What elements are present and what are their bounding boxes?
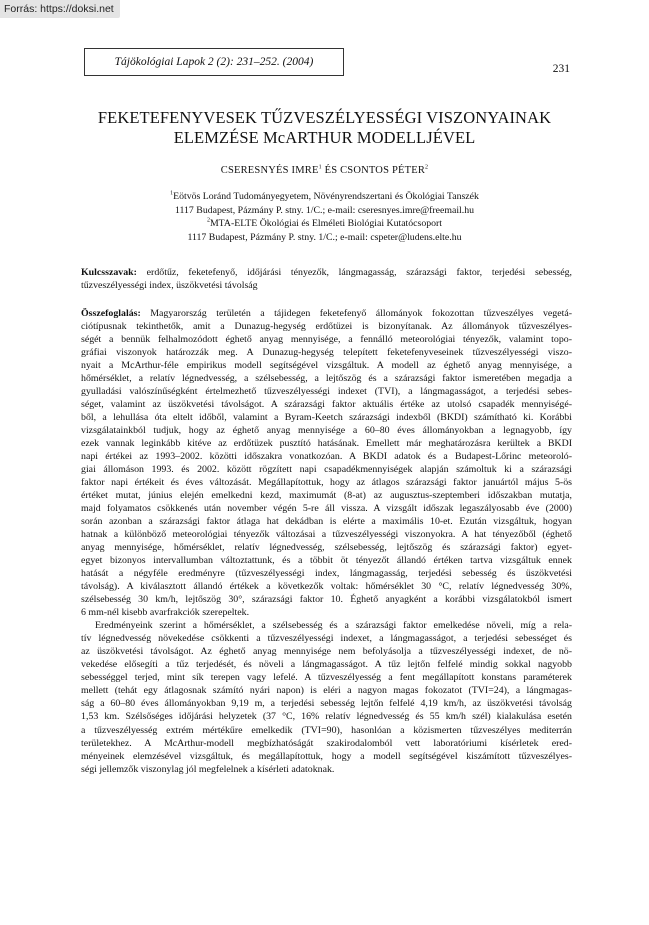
abstract-line-text: értéket mutat, június elején emelkedni kezd, maximumát (8-at) az augusztus-szeptemberi időszakban mutatja, (81, 490, 572, 502)
abstract-line (81, 593, 572, 606)
abstract-line (81, 372, 572, 385)
abstract-label: Összefoglalás: (81, 308, 141, 319)
abstract-line-text: a tűzveszélyesség extrém mértékűre emelkedik (TVI=90), hasonlóan a közismerten tűzveszélyes mediterrán (81, 724, 572, 736)
abstract-line-text: Magyarország területén a tájidegen feketefenyő állományok fokozottan tűzveszélyes vegetá- (140, 308, 572, 319)
abstract-line-text: területekhez. A McArthur-modell megbízhatóságát szakirodalomból vett laboratóriumi kísérletek ered- (81, 737, 572, 749)
abstract-line-text: vekedése elősegíti a tűz terjedését, és növeli a lángmagasságot. A tűz lejtőn felfelé mindig sokkal nagyobb (81, 659, 572, 671)
abstract-line-text: ségét a bennük felhalmozódott éghető anyag mennyisége, a fennálló meteorológiai tényezők, valamint topo- (81, 334, 572, 346)
affiliation-1-institution: Eötvös Loránd Tudományegyetem, Növényrendszertani és Ökológiai Tanszék (173, 191, 479, 202)
abstract-line-text: nyait a McArthur-féle empirikus modell segítségével vizsgáltuk. A modell az éghető anyag mennyisége, a (81, 360, 572, 372)
abstract-line-text: tív légnedvesség növekedése csökkenti a tűzveszélyességi indexet, a lángmagasságot, a terjedési sebességet és (81, 633, 572, 645)
abstract-line (81, 541, 572, 554)
abstract-line (81, 567, 572, 580)
abstract-line (81, 645, 572, 658)
affiliation-2-institution: MTA-ELTE Ökológiai és Elméleti Biológiai Kutatócsoport (209, 218, 443, 229)
abstract-line (81, 476, 572, 489)
paper-title (60, 108, 589, 148)
abstract-line-text: vizsgálatainkból tudjuk, hogy az éghető anyag mennyisége a 60–80 éves állományokban a legnagyobb, így (81, 425, 572, 437)
abstract-line (81, 385, 572, 398)
abstract-line (81, 750, 572, 763)
abstract-line (81, 528, 572, 541)
abstract-line-text: giai állomáson 1993. és 2002. között rögzített napi csapadékmennyiségek alapján számoltuk ki a szárazsági (81, 464, 572, 476)
author-1: CSERESNYÉS IMRE (220, 165, 319, 176)
abstract-line (81, 515, 572, 528)
affiliation-line-4: 1117 Budapest, Pázmány P. stny. 1/C.; e-mail: cspeter@ludens.elte.hu (187, 231, 462, 243)
abstract-line (81, 632, 572, 645)
abstract-line-text: séget, valamint az üszökvetési távolságot. A szárazsági faktor aktuális értéke az utolsó csapadék mennyiségé- (81, 399, 572, 411)
abstract-line (81, 554, 572, 567)
author-connector: ÉS (321, 165, 341, 176)
abstract-line (81, 320, 572, 333)
abstract-line-text: ság a 60–80 éves állományokban 9,19 m, a terjedési sebesség lejtőn felfelé 4,19 km/h, az üszökvetési távolság (81, 698, 572, 710)
abstract-line-text: hatnak a különböző meteorológiai tényezők változásai a tűzveszélyességi viszonyokra. A hat tényezőből (éghető (81, 529, 572, 541)
abstract-line-text: ciótípusnak tekinthetők, amit a Dunazug-hegység erdőtüzei is bizonyítanak. Az állományok tűzveszélyes- (81, 321, 572, 333)
affiliation-line-3 (60, 217, 589, 231)
abstract-line (81, 411, 572, 424)
abstract-line (81, 619, 572, 632)
abstract-line (81, 359, 572, 372)
affiliation-line-1 (60, 190, 589, 204)
abstract-line-text: faktor napi értékeit és éves változását. Megállapítottuk, hogy az átlagos szárazsági faktor januártól május 5-ös (81, 477, 572, 489)
abstract-line (81, 346, 572, 359)
author-2-affiliation-mark: 2 (425, 164, 429, 171)
author-2: CSONTOS PÉTER (340, 165, 426, 176)
abstract-line (81, 502, 572, 515)
abstract-line-text: szélsebesség 30 km/h, lejtőszög 30°, szárazsági faktor 10. Éghető anyagként a korábbi vizsgálatokból ismert (81, 594, 572, 606)
abstract-line-text: mellett (tehát egy átlagosnak számító nyári napon) is eléri a nagyon magas fokozatot (TVI=24), a lángmagas- (81, 685, 572, 697)
abstract-line (81, 606, 572, 619)
abstract-line (81, 398, 572, 411)
keywords-text: erdőtűz, feketefenyő, időjárási tényezők, lángmagasság, szárazsági faktor, terjedési sebesség, tűzveszélyességi index, üszökvetési távolság (81, 267, 572, 291)
abstract-line-text: gráfiai viszonyok határozzák meg. A Dunazug-hegység telepített feketefenyveseinek tűzveszélyességi viszo- (81, 347, 572, 359)
affiliation-line-2: 1117 Budapest, Pázmány P. stny. 1/C.; e-mail: cseresnyes.imre@freemail.hu (174, 204, 475, 216)
abstract-line-text: majd folyamatos csökkenés után november végén 5-re áll vissza. A vizsgált időszak legaszályosabb éve (2000) (81, 503, 572, 515)
author-list (60, 165, 589, 176)
abstract-line (81, 710, 572, 723)
abstract-line-text: ből, a lehullása óta eltelt időből, valamint a Byram-Keetch szárazsági indexből (BKDI) számítható ki. Korábbi (81, 412, 572, 424)
author-1-affiliation-mark: 1 (318, 164, 322, 171)
page-number: 231 (552, 63, 570, 75)
abstract-line (81, 658, 572, 671)
abstract-line-text: az üszökvetési távolságot. Az éghető anyag mennyisége nem befolyásolja a tűzveszélyességi indexet, de nö- (81, 646, 572, 658)
abstract-line (81, 333, 572, 346)
abstract-line-text: 6 mm-nél kisebb avarfrakciók szerepeltek. (81, 607, 250, 619)
abstract-line (81, 580, 572, 593)
affiliation-2-mark: 2 (206, 217, 210, 224)
title-line-2: ELEMZÉSE McARTHUR MODELLJÉVEL (173, 128, 476, 147)
journal-reference: Tájökológiai Lapok 2 (2): 231–252. (2004) (114, 56, 314, 68)
abstract-line-text: távolság). A kiválasztott állandó értékek a következők voltak: hőmérséklet 30 °C, relatív légnedvesség 30%, (81, 581, 572, 593)
keywords (81, 266, 572, 292)
abstract (81, 307, 572, 776)
abstract-line (81, 307, 572, 320)
abstract-line (81, 697, 572, 710)
abstract-line (81, 489, 572, 502)
abstract-line (81, 463, 572, 476)
abstract-line (81, 724, 572, 737)
source-label: Forrás: https://doksi.net (0, 0, 120, 18)
affiliation-1-mark: 1 (170, 190, 174, 197)
abstract-line (81, 763, 572, 776)
abstract-line (81, 684, 572, 697)
journal-reference-box (84, 48, 344, 76)
abstract-line (81, 424, 572, 437)
abstract-line-text: anyag mennyisége, hőmérséklet, relatív légnedvesség, szélsebesség, lejtőszög és szárazsági faktor) egyet- (81, 542, 572, 554)
abstract-line (81, 671, 572, 684)
abstract-line (81, 737, 572, 750)
abstract-line-text: ezek vannak leginkább kitéve az erdőtüzek pusztító hatásának. Emellett már meghatározásra kerültek a BKDI (81, 438, 572, 450)
abstract-line-text: hőmérséklet, a relatív légnedvesség, a szélsebesség, a lejtőszög és a szárazsági faktor ismeretében megadja a (81, 373, 572, 385)
keywords-label: Kulcsszavak: (81, 267, 137, 278)
abstract-line-text: sebességgel terjed, mint sík terepen vagy lefelé. A tűzveszélyesség a fent megállapított konstans paraméterek (81, 672, 572, 684)
abstract-line-text: napi értékei az 1993–2002. közötti időszakra vonatkozóan. A BKDI adatok és a Budapest-Lőrinc meteoroló- (81, 451, 572, 463)
abstract-line-text: ményeinek elemzésével vizsgáltuk, és megállapítottuk, hogy a modell segítségével kiszámított tűzveszélyes- (81, 750, 572, 762)
abstract-line-text: Eredményeink szerint a hőmérséklet, a szélsebesség és a szárazsági faktor emelkedése növeli, míg a rela- (95, 620, 572, 632)
abstract-line-text: egyet bizonyos intervallumban változtattunk, és a többit öt tényezőt állandó értéken tartva vizsgáltuk ennek (81, 555, 572, 567)
abstract-line (81, 437, 572, 450)
abstract-line-text: gyulladási valószínűségként értelmezhető tűzveszélyességi indexet (TVI), a lángmagasságot, a terjedési sebes- (81, 386, 572, 398)
affiliations (60, 190, 589, 244)
title-line-1: FEKETEFENYVESEK TŰZVESZÉLYESSÉGI VISZONYAINAK (97, 108, 552, 127)
abstract-line-text: 1,53 km. Szélsőséges időjárási helyzetek (37 °C, 16% relatív légnedvesség és 55 km/h szél) kialakulása esetén (81, 711, 572, 723)
abstract-line-text: ségi jellemzők viszonylag jól megfelelnek a kísérleti adatoknak. (81, 763, 335, 775)
abstract-line-text: során azonban a szárazsági faktor átlaga hat dekádban is elérte a maximális 10-et. Ezután vizsgáltuk, hogyan (81, 516, 572, 528)
abstract-line-text: hatását a négyféle eredményre (tűzveszélyességi index, lángmagasság, terjedési sebesség és üszökvetési (81, 568, 572, 580)
abstract-line (81, 450, 572, 463)
